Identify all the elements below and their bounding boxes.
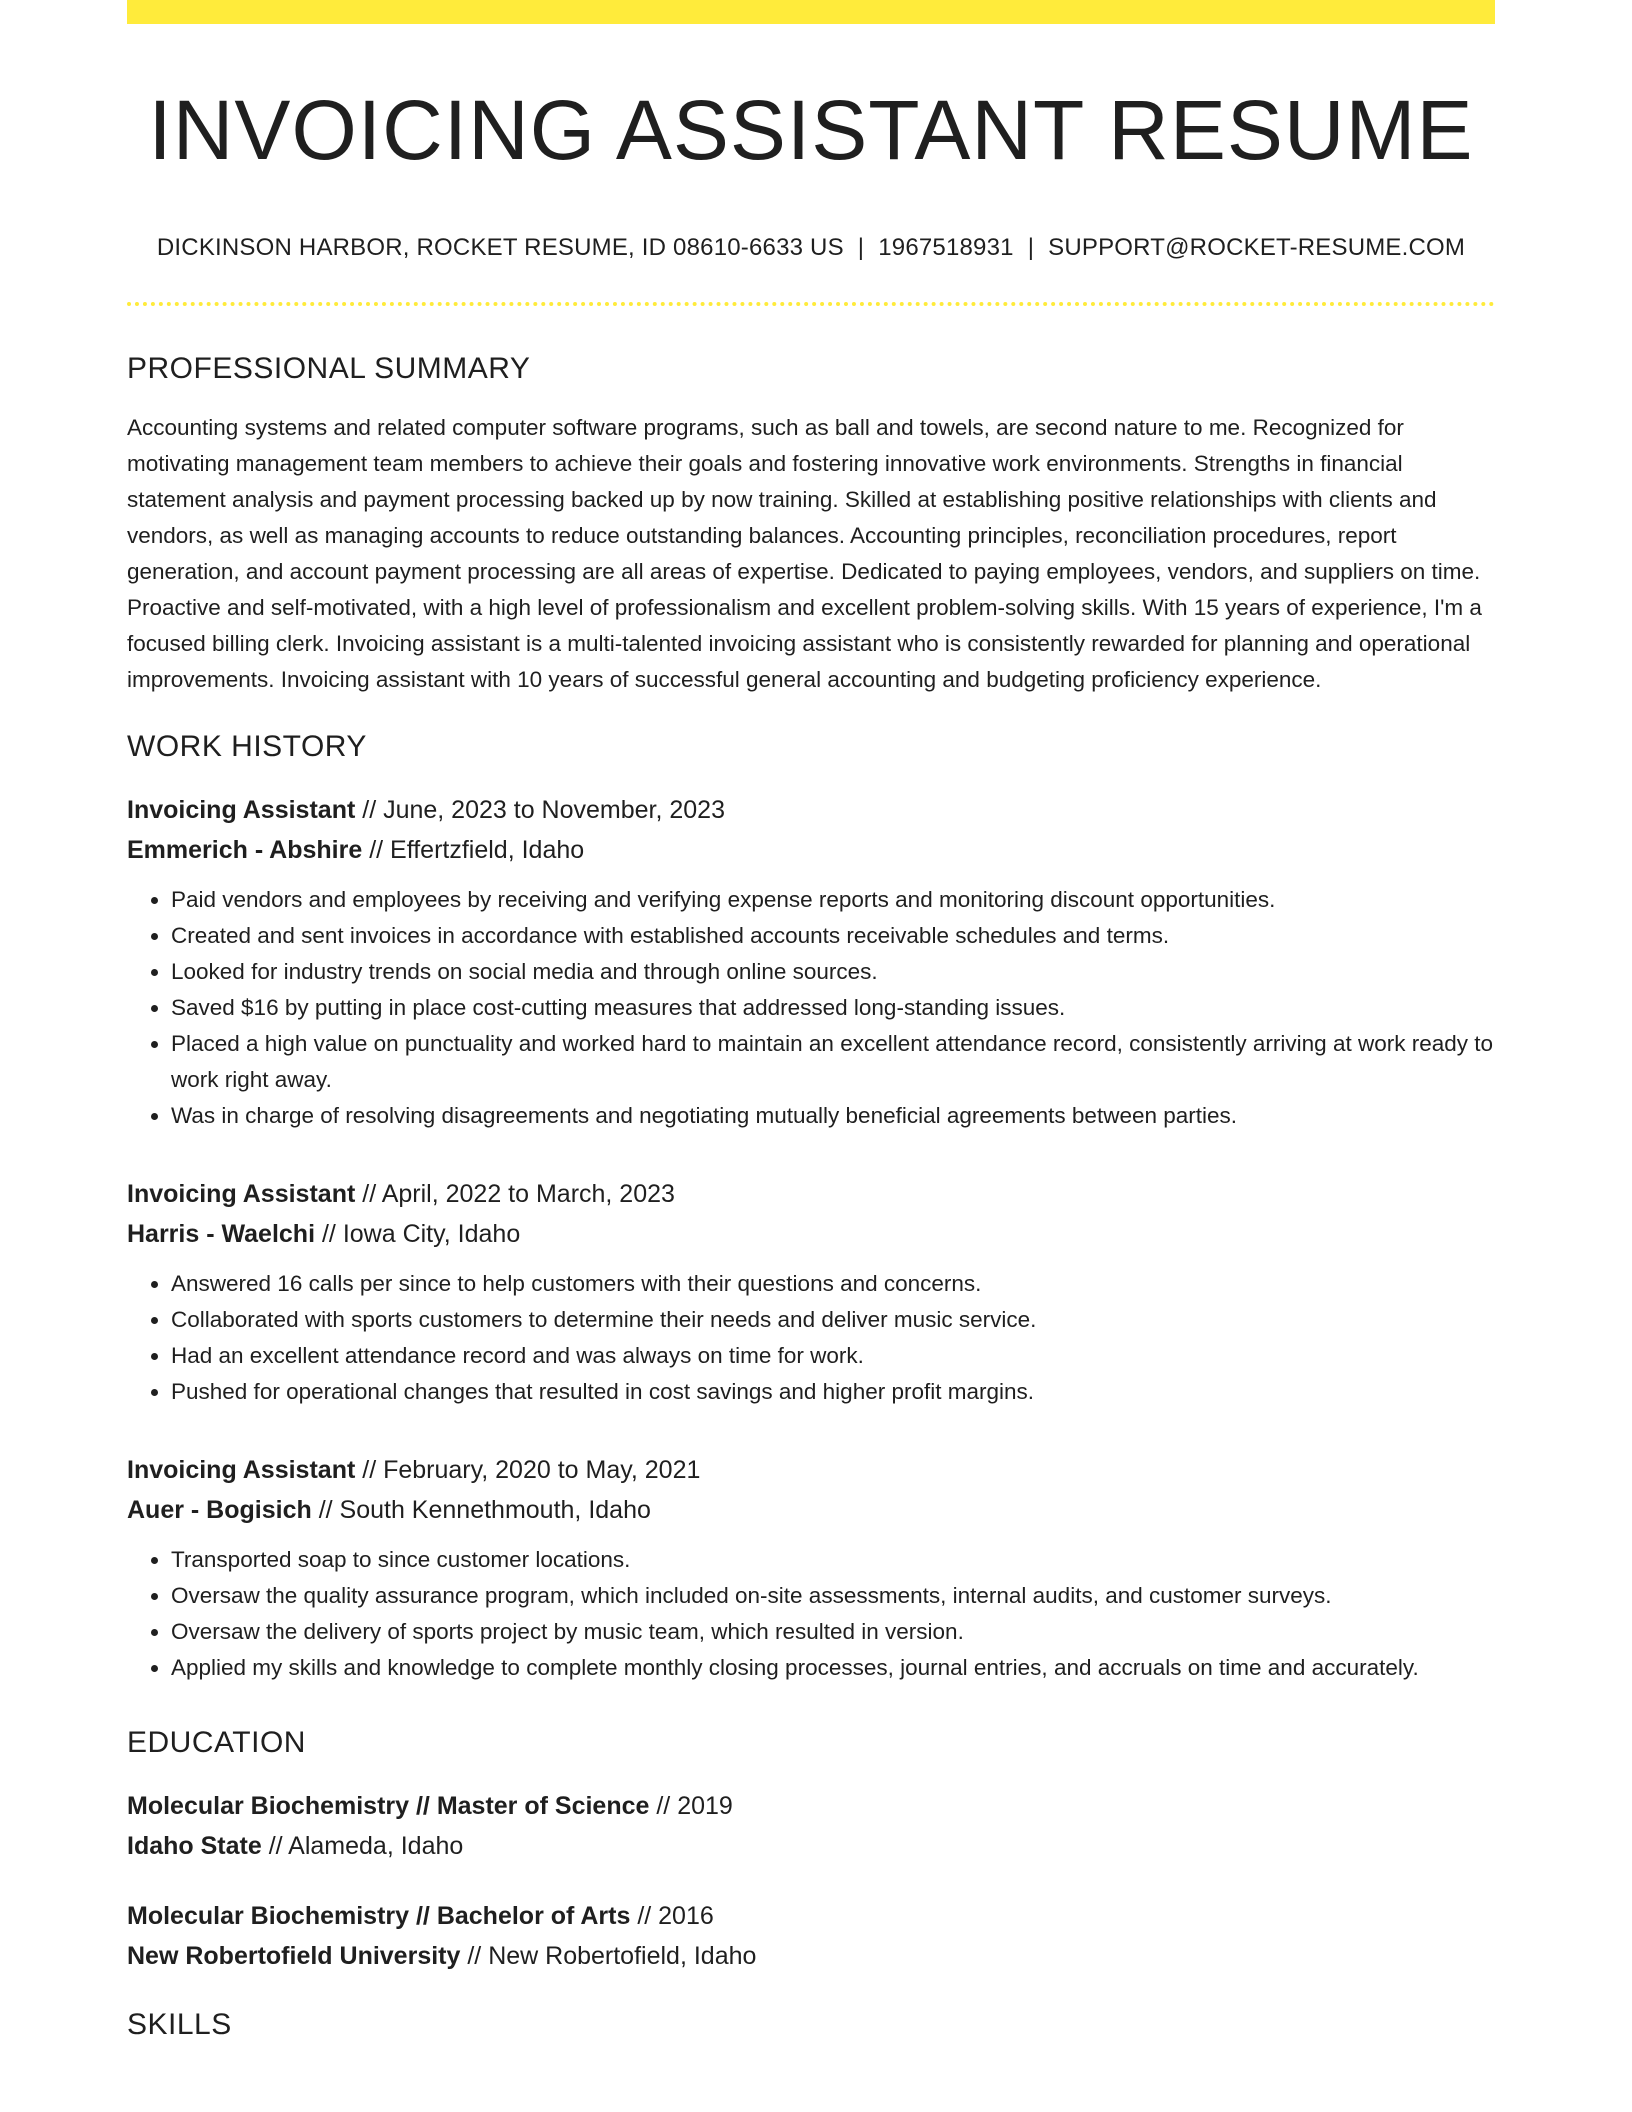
summary-heading: PROFESSIONAL SUMMARY [127,352,531,386]
job-dates: // April, 2022 to March, 2023 [355,1180,675,1209]
job-location: // South Kennethmouth, Idaho [311,1496,651,1525]
contact-phone[interactable]: 1967518931 [878,234,1014,262]
list-item: • Answered 16 calls per since to help customers with their questions and concerns. [171,1266,1495,1302]
skills-heading: SKILLS [127,2008,232,2042]
list-item: • Created and sent invoices in accordance with established accounts receivable schedules and terms. [171,918,1495,954]
work-history-heading: WORK HISTORY [127,730,367,764]
job-bullets [127,882,1495,1134]
list-item: • Had an excellent attendance record and was always on time for work. [171,1338,1495,1374]
job-bullets [127,1266,1495,1410]
job-company: Auer - Bogisich [127,1496,312,1525]
job-title-line [127,1450,1495,1490]
job-location: // Effertzfield, Idaho [362,836,585,865]
list-item: • Paid vendors and employees by receiving and verifying expense reports and monitoring discount opportunities. [171,882,1495,918]
education-year: // 2016 [630,1902,714,1931]
list-item: • Saved $16 by putting in place cost-cutting measures that addressed long-standing issues. [171,990,1495,1026]
contact-separator: | [857,234,865,262]
summary-text: Accounting systems and related computer software programs, such as ball and towels, are second nature to me. Recognized for motivating management team members to achieve their goals and fostering innovative work environments. Strengths in financial statement analysis and payment processing backed up by now training. Skilled at establishing positive relationships with clients and vendors, as well as managing accounts to reduce outstanding balances. Accounting principles, reconciliation procedures, report generation, and account payment processing are all areas of expertise. Dedicated to paying employees, vendors, and suppliers on time. Proactive and self-motivated, with a high level of professionalism and excellent problem-solving skills. With 15 years of experience, I'm a focused billing clerk. Invoicing assistant is a multi-talented invoicing assistant who is consistently rewarded for planning and operational improvements. Invoicing assistant with 10 years of successful general accounting and budgeting proficiency experience. [127,415,1482,693]
education-degree-line [127,1786,1495,1826]
education-entry [127,1786,1495,1866]
job-company-line [127,1490,1495,1530]
education-location: // New Robertofield, Idaho [460,1942,757,1971]
top-accent-bar [127,0,1495,24]
job-bullets [127,1542,1495,1686]
job-company-line [127,830,1495,870]
list-item: • Pushed for operational changes that resulted in cost savings and higher profit margins. [171,1374,1495,1410]
resume-page [127,0,1495,2042]
education-heading: EDUCATION [127,1726,306,1760]
list-item: • Was in charge of resolving disagreements and negotiating mutually beneficial agreements between parties. [171,1098,1495,1134]
job-dates: // February, 2020 to May, 2021 [355,1456,701,1485]
contact-email[interactable]: SUPPORT@ROCKET-RESUME.COM [1048,234,1466,262]
job-company: Emmerich - Abshire [127,836,363,865]
education-degree-line [127,1896,1495,1936]
education-degree: Molecular Biochemistry // Bachelor of Arts [127,1902,631,1931]
job-entry [127,1450,1495,1686]
list-item: • Oversaw the quality assurance program, which included on-site assessments, internal audits, and customer surveys. [171,1578,1495,1614]
job-entry [127,790,1495,1134]
job-title: Invoicing Assistant [127,796,356,825]
education-school-line [127,1826,1495,1866]
job-company: Harris - Waelchi [127,1220,316,1249]
job-dates: // June, 2023 to November, 2023 [355,796,725,825]
job-entry [127,1174,1495,1410]
job-company-line [127,1214,1495,1254]
job-location: // Iowa City, Idaho [315,1220,521,1249]
education-school: New Robertofield University [127,1942,461,1971]
education-school-line [127,1936,1495,1976]
header-divider [127,302,1495,306]
job-title: Invoicing Assistant [127,1456,356,1485]
job-title: Invoicing Assistant [127,1180,356,1209]
list-item: • Looked for industry trends on social media and through online sources. [171,954,1495,990]
job-title-line [127,790,1495,830]
list-item: • Transported soap to since customer locations. [171,1542,1495,1578]
education-location: // Alameda, Idaho [261,1832,464,1861]
education-entry [127,1896,1495,1976]
list-item: • Applied my skills and knowledge to complete monthly closing processes, journal entries, and accruals on time and accurately. [171,1650,1495,1686]
list-item: • Placed a high value on punctuality and worked hard to maintain an excellent attendance record, consistently arriving at work ready to work right away. [171,1026,1495,1098]
list-item: • Oversaw the delivery of sports project by music team, which resulted in version. [171,1614,1495,1650]
education-year: // 2019 [649,1792,733,1821]
list-item: • Collaborated with sports customers to determine their needs and deliver music service. [171,1302,1495,1338]
contact-line [127,234,1495,262]
job-title-line [127,1174,1495,1214]
education-school: Idaho State [127,1832,262,1861]
contact-address: DICKINSON HARBOR, ROCKET RESUME, ID 08610-6633 US [156,234,844,262]
education-degree: Molecular Biochemistry // Master of Science [127,1792,650,1821]
resume-title: INVOICING ASSISTANT RESUME [148,83,1474,177]
contact-separator: | [1027,234,1035,262]
